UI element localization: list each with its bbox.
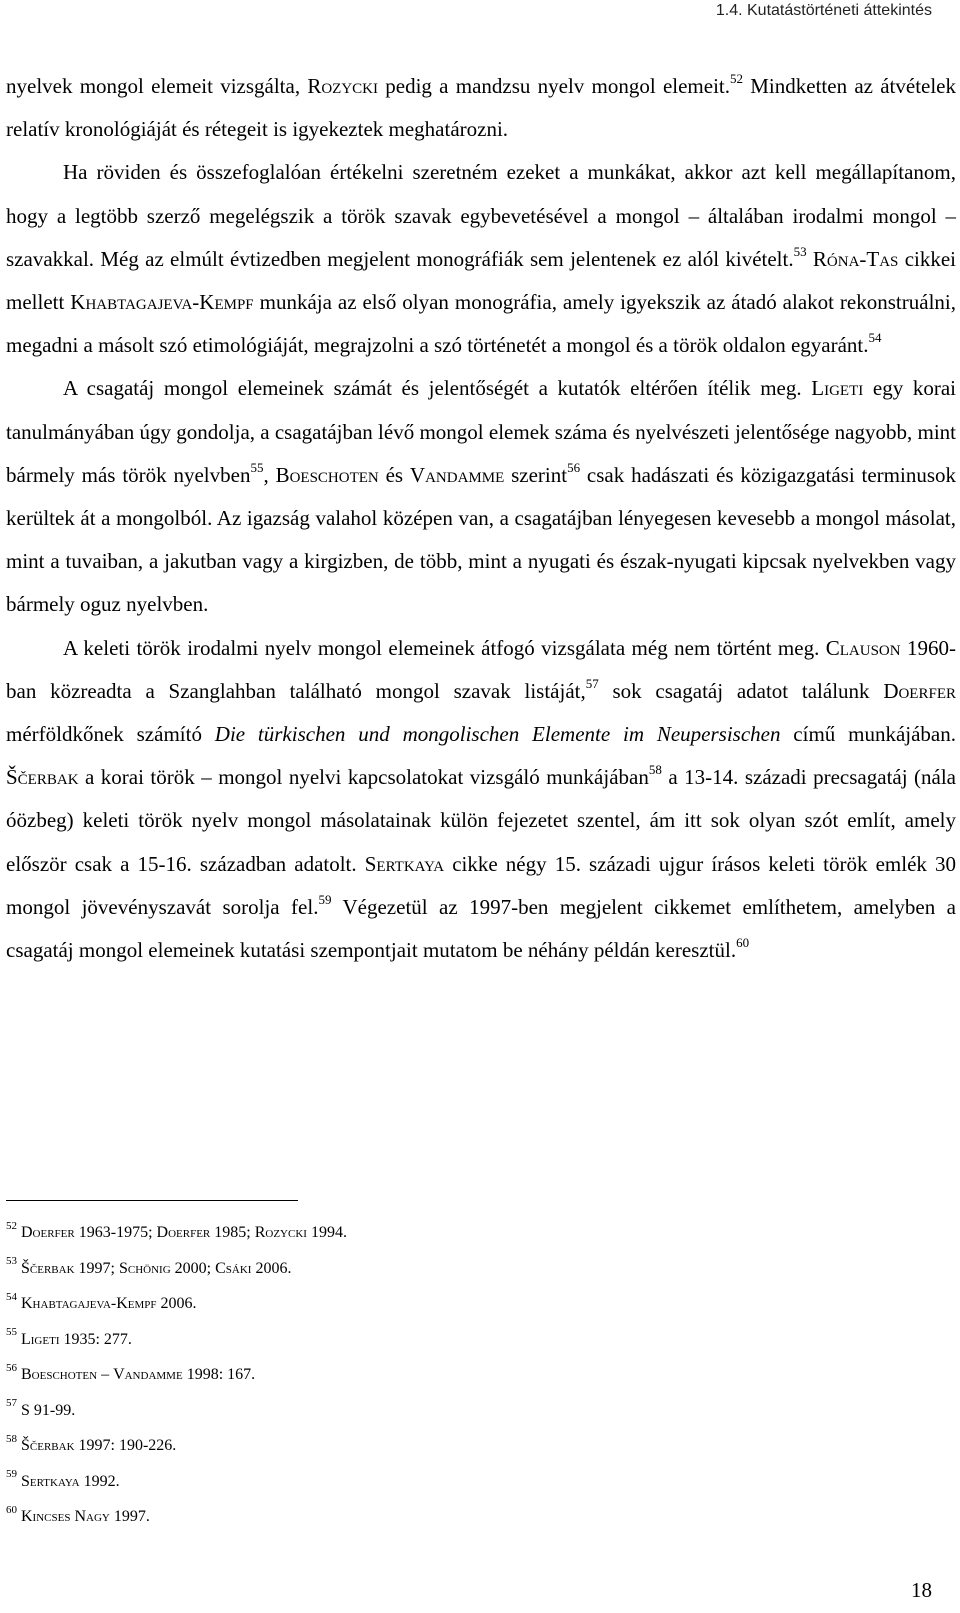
footnote-number: 58 xyxy=(6,1432,17,1445)
footnote xyxy=(6,1357,906,1393)
footnote-ref[interactable]: 59 xyxy=(318,891,332,907)
author-name: Rozycki xyxy=(254,1224,307,1241)
paragraph xyxy=(6,65,956,151)
footnote-number: 53 xyxy=(6,1255,17,1268)
footnote xyxy=(6,1464,906,1500)
author-name: S xyxy=(21,1401,30,1419)
text-run: munkája az első olyan monográfia, amely igyekszik az átadó alakot rekonstruálni, megadni a másolt szó etimológiáját, megrajzolni a szó történetét a mongol és a török oldalon egyaránt. xyxy=(6,290,956,358)
footnote-ref[interactable]: 56 xyxy=(567,459,581,475)
text-run: 1997: 190-226. xyxy=(74,1437,177,1454)
author-name: Csáki xyxy=(215,1259,252,1277)
text-run: és xyxy=(378,462,410,487)
footnote-number: 55 xyxy=(6,1326,17,1339)
text-run: sok csagatáj adatot találunk xyxy=(598,678,884,703)
footnote-ref[interactable]: 58 xyxy=(648,762,662,778)
author-name: Ligeti xyxy=(21,1330,60,1348)
text-run: csak hadászati és közigazgatási terminusok kerültek át a mongolból. Az igazság valahol középen van, a csagatájban lényegesen kevesebb a mongol másolat, mint a tuvaiban, a jakutban vagy a kirgizben, de több, mint a nyugati és észak-nyugati kipcsak nyelvekben vagy bármely oguz nyelvben. xyxy=(6,462,957,617)
author-name: Schönig xyxy=(118,1259,171,1277)
author-name: Doerfer xyxy=(883,678,956,703)
text-run: nyelvek mongol elemeit vizsgálta, xyxy=(6,74,308,98)
author-name: Vandamme xyxy=(113,1366,183,1383)
text-run: 1985; xyxy=(210,1224,255,1241)
footnote-ref[interactable]: 52 xyxy=(730,71,744,86)
running-header: 1.4. Kutatástörténeti áttekintés xyxy=(715,2,932,19)
text-run: a 13-14. századi precsagatáj (nála óözbeg) keleti török nyelv mongol másolatainak külön fejezetet szentel, ám itt sok olyan szót említ, amely először csak a 15-16. században adatolt. xyxy=(6,765,957,876)
author-name: Boeschoten xyxy=(21,1366,98,1383)
text-run: mérföldkőnek számító xyxy=(6,722,215,747)
footnote xyxy=(6,1428,906,1464)
footnote-separator xyxy=(6,1200,298,1201)
footnotes xyxy=(6,1215,906,1535)
footnote xyxy=(6,1286,906,1322)
author-name: Róna-Tas xyxy=(806,246,899,271)
paragraph xyxy=(6,151,956,367)
author-name: Boeschoten xyxy=(275,462,379,487)
author-name: Sertkaya xyxy=(364,851,445,876)
footnote-number: 59 xyxy=(6,1468,17,1481)
text-run: 91-99. xyxy=(29,1401,76,1419)
text-run: 1963-1975; xyxy=(74,1224,157,1241)
footnote-number: 57 xyxy=(6,1397,17,1410)
footnote-ref[interactable]: 60 xyxy=(736,935,750,951)
author-name: Khabtagajeva-Kempf xyxy=(70,290,254,315)
text-run: 1997. xyxy=(109,1508,150,1525)
text-run: Végezetül az 1997-ben megjelent cikkemet említhetem, amelyben a csagatáj mongol elemeinek kutatási szempontjait mutatom be néhány példán keresztül. xyxy=(6,894,956,963)
text-run: egy korai tanulmányában úgy gondolja, a csagatájban lévő mongol elemek száma és nyelvészeti jelentősége nagyobb, mint bármely más török nyelvben xyxy=(6,376,956,487)
text-run: , xyxy=(263,462,276,487)
footnote-number: 54 xyxy=(6,1290,17,1303)
text-run: 1992. xyxy=(79,1472,120,1490)
text-run: A csagatáj mongol elemeinek számát és jelentőségét a kutatók eltérően ítélik meg. xyxy=(63,376,812,401)
footnote-number: 56 xyxy=(6,1361,17,1374)
author-name: Sertkaya xyxy=(21,1472,80,1490)
text-run: Ha röviden és összefoglalóan értékelni szeretném ezeket a munkákat, akkor azt kell megállapítanom, hogy a legtöbb szerző megelégszik a török szavak egybevetésével a mongol – általában irodalmi mongol – szavakkal. Még az elmúlt évtizedben megjelent monográfiák sem jelentenek ez alól kivételt. xyxy=(6,160,956,271)
text-run: cikkei mellett xyxy=(6,246,957,315)
author-name: Ščerbak xyxy=(21,1437,75,1454)
footnote-ref[interactable]: 55 xyxy=(250,459,264,475)
author-name: Kincses Nagy xyxy=(21,1508,110,1525)
author-name: Ligeti xyxy=(811,376,864,401)
author-name: Khabtagajeva-Kempf xyxy=(21,1295,157,1312)
text-run: pedig a mandzsu nyelv mongol elemeit. xyxy=(378,74,731,98)
footnote xyxy=(6,1393,906,1429)
author-name: Clauson xyxy=(825,635,901,660)
footnote xyxy=(6,1322,906,1358)
text-run: 1935: 277. xyxy=(59,1330,132,1348)
footnote xyxy=(6,1215,906,1251)
text-run: 2000; xyxy=(170,1259,216,1277)
footnote xyxy=(6,1499,906,1535)
text-run: cikke négy 15. századi ujgur írásos keleti török emlék 30 mongol jövevényszavát sorolja fel. xyxy=(6,851,956,919)
page-number: 18 xyxy=(911,1578,932,1602)
author-name: Ščerbak xyxy=(21,1259,75,1277)
main-text xyxy=(6,65,956,972)
text-run: című munkájában. xyxy=(780,722,956,747)
text-run: 1997; xyxy=(74,1259,119,1277)
book-title: Die türkischen und mongolischen Elemente im Neupersischen xyxy=(214,722,781,747)
author-name: Doerfer xyxy=(156,1224,211,1241)
text-run: a korai török – mongol nyelvi kapcsolatokat vizsgáló munkájában xyxy=(78,765,649,790)
author-name: Ščerbak xyxy=(6,765,79,790)
text-run: 1998: 167. xyxy=(182,1366,256,1383)
paragraph xyxy=(6,367,956,626)
text-run: A keleti török irodalmi nyelv mongol elemeinek átfogó vizsgálata még nem történt meg. xyxy=(63,635,826,660)
text-run: 2006. xyxy=(156,1295,197,1312)
footnote-ref[interactable]: 53 xyxy=(793,243,807,259)
text-run: 2006. xyxy=(251,1259,292,1277)
footnote-ref[interactable]: 57 xyxy=(585,675,599,691)
footnote-number: 60 xyxy=(6,1503,17,1516)
footnote xyxy=(6,1251,906,1287)
author-name: Doerfer xyxy=(21,1224,75,1241)
text-run: szerint xyxy=(504,462,568,487)
text-run: Mindketten az átvételek relatív kronológiáját és rétegeit is igyekeztek meghatározni. xyxy=(6,74,957,142)
author-name: Vandamme xyxy=(409,462,505,487)
text-run: – xyxy=(97,1366,114,1383)
paragraph xyxy=(6,627,956,973)
author-name: Rozycki xyxy=(307,74,379,98)
footnote-number: 52 xyxy=(6,1219,17,1232)
text-run: 1994. xyxy=(306,1224,347,1241)
footnote-ref[interactable]: 54 xyxy=(868,330,882,346)
text-run: 1960-ban közreadta a Szanglahban található mongol szavak listáját, xyxy=(6,635,956,703)
